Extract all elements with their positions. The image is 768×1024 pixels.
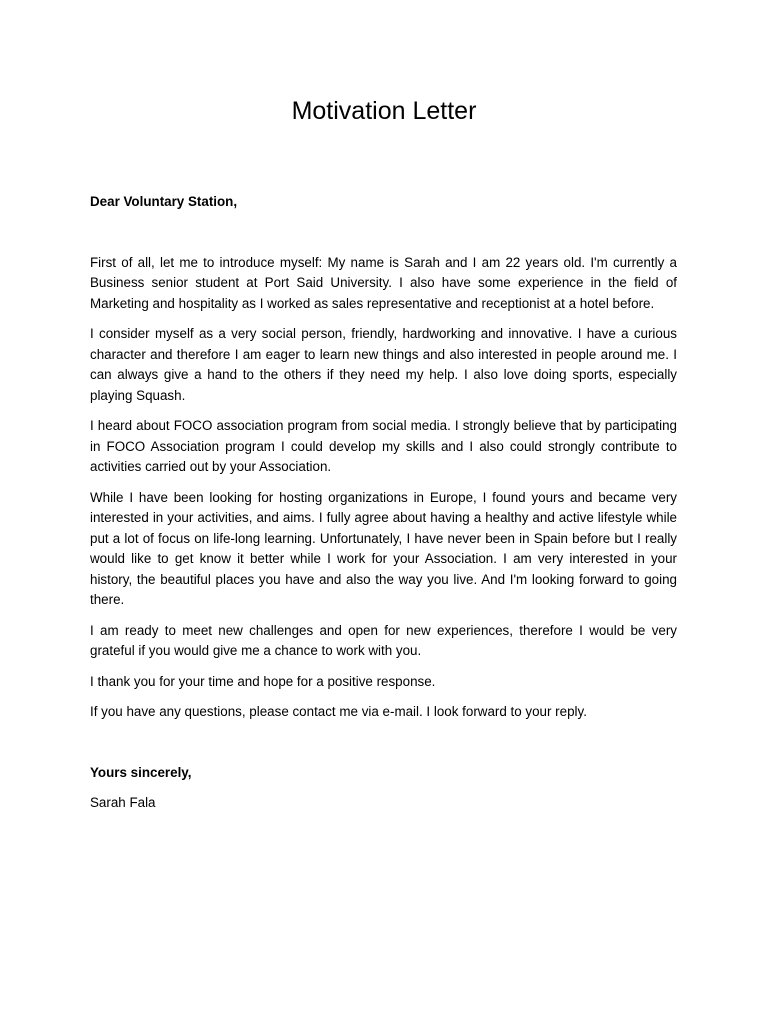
salutation: Dear Voluntary Station, — [90, 194, 238, 209]
paragraph-organization: While I have been looking for hosting organizations in Europe, I found yours and became very interested in your activities, and aims. I fully agree about having a healthy and active lifestyle while put a lot of focus on life-long learning. Unfortunately, I have never been in Spain before but I really would like to get know it better while I work for your Association. I am very interested in your history, the beautiful places you have and also the way you live. And I'm looking forward to going there. — [90, 489, 677, 607]
paragraph-thanks: I thank you for your time and hope for a positive response. — [90, 673, 436, 689]
paragraph-program: I heard about FOCO association program from social media. I strongly believe that by participating in FOCO Association program I could develop my skills and I also could strongly contribute to activities carried out by your Association. — [90, 418, 677, 474]
closing: Yours sincerely, — [90, 764, 192, 780]
signature-name: Sarah Fala — [90, 795, 156, 810]
paragraph-personality: I consider myself as a very social person, friendly, hardworking and innovative. I have a curious character and therefore I am eager to learn new things and also interested in people around me. I can always give a hand to the others if they need my help. I also love doing sports, especially playing Squash. — [90, 326, 677, 403]
paragraph-introduction: First of all, let me to introduce myself: My name is Sarah and I am 22 years old. I'm currently a Business senior student at Port Said University. I also have some experience in the field of Marketing and hospitality as I worked as sales representative and receptionist at a hotel before. — [90, 254, 677, 311]
document-title: Motivation Letter — [291, 97, 477, 125]
letter-body — [90, 192, 677, 814]
paragraph-challenges: I am ready to meet new challenges and open for new experiences, therefore I would be very grateful if you would give me a chance to work with you. — [90, 622, 677, 658]
paragraph-contact: If you have any questions, please contact me via e-mail. I look forward to your reply. — [90, 704, 587, 719]
